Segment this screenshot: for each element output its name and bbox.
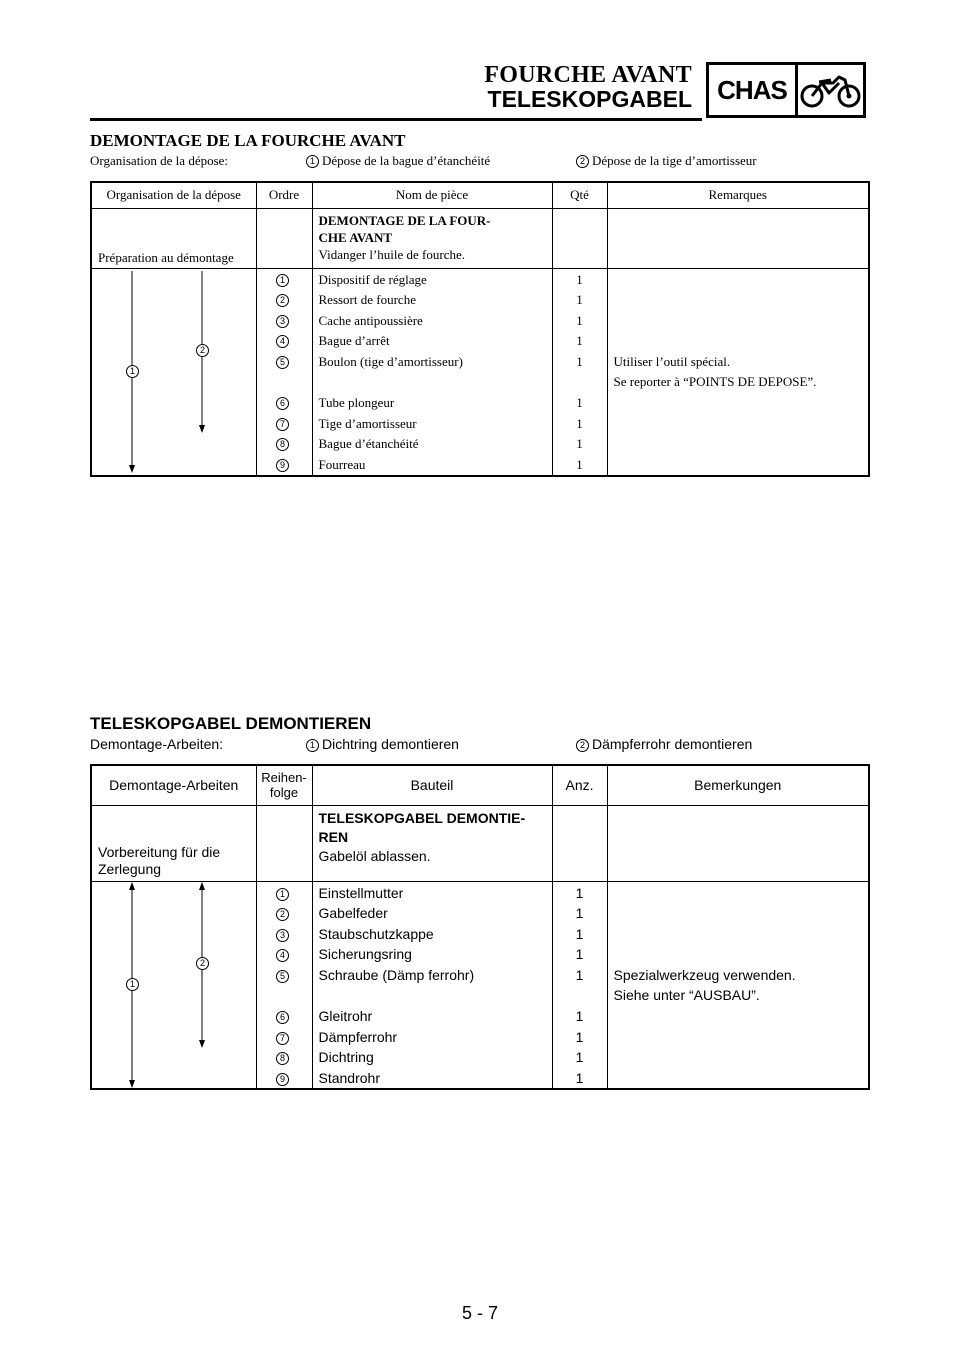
- circled-number-icon: 7: [276, 1032, 289, 1045]
- sequence-label-1: 1: [126, 365, 139, 378]
- prep-label: [91, 805, 256, 881]
- qty-value: 1: [575, 946, 584, 963]
- header-title-de: TELESKOPGABEL: [487, 86, 692, 112]
- subtitle-label-de: Demontage-Arbeiten:: [90, 736, 224, 752]
- part-name: Bague d’arrêt: [318, 333, 390, 349]
- qty-value: 1: [575, 1028, 584, 1045]
- part-name: Boulon (tige d’amortisseur): [318, 353, 463, 369]
- remark-line: Se reporter à “POINTS DE DEPOSE”.: [613, 374, 817, 390]
- remark-line: Utiliser l’outil spécial.: [613, 353, 731, 369]
- col-header: Anz.: [552, 765, 607, 805]
- prep-cell: [312, 805, 552, 881]
- part-name: Dispositif de réglage: [318, 271, 427, 287]
- col-header: Demontage-Arbeiten: [91, 765, 256, 805]
- part-name: Fourreau: [318, 456, 366, 472]
- motorcycle-icon: [798, 65, 863, 115]
- prep-heading-1: TELESKOPGABEL DEMONTIE-: [318, 809, 526, 826]
- circled-number-icon: 1: [276, 888, 289, 901]
- col-header: Bemerkungen: [607, 765, 869, 805]
- qty-value: 1: [576, 415, 583, 431]
- qty-value: 1: [576, 333, 583, 349]
- part-name: Ressort de fourche: [318, 292, 416, 308]
- qty-value: 1: [575, 925, 584, 942]
- prep-cell: [312, 208, 552, 268]
- sequence-label-2: 2: [196, 344, 209, 357]
- order-col: [256, 268, 312, 476]
- section-title-de: TELESKOPGABEL DEMONTIEREN: [90, 714, 372, 733]
- part-name: Cache antipoussière: [318, 312, 423, 328]
- subtitle-step-2-text: Dépose de la tige d’amortisseur: [592, 153, 757, 168]
- col-header: Nom de pièce: [312, 182, 552, 208]
- qty-value: 1: [576, 271, 583, 287]
- empty-cell: [256, 208, 312, 268]
- empty-cell: [256, 805, 312, 881]
- col-header: [256, 765, 312, 805]
- qty-col: [552, 268, 607, 476]
- subtitle-line-de: [90, 736, 868, 756]
- prep-heading-2: CHE AVANT: [318, 229, 393, 245]
- part-name: Bague d’étanchéité: [318, 436, 419, 452]
- part-col: [312, 268, 552, 476]
- circled-number-icon: 9: [276, 459, 289, 472]
- circled-number-icon: 6: [276, 1011, 289, 1024]
- sequence-label-1: 1: [126, 978, 139, 991]
- prep-item: Gabelöl ablassen.: [318, 847, 431, 864]
- qty-value: 1: [576, 292, 583, 308]
- qty-value: 1: [575, 1049, 584, 1066]
- part-name: Tige d’amortisseur: [318, 415, 417, 431]
- empty-cell: [607, 208, 869, 268]
- empty-cell: [552, 208, 607, 268]
- subtitle-step-2-fr: [576, 153, 757, 169]
- circled-number-icon: 2: [576, 155, 589, 168]
- part-name: Dämpferrohr: [318, 1028, 398, 1045]
- subtitle-line-fr: [90, 153, 868, 173]
- part-name: Einstellmutter: [318, 884, 404, 901]
- subtitle-label-fr: Organisation de la dépose:: [90, 153, 229, 168]
- circled-number-icon: 8: [276, 438, 289, 451]
- circled-number-icon: 4: [276, 949, 289, 962]
- col-header: Remarques: [607, 182, 869, 208]
- prep-label: Préparation au démontage: [91, 208, 256, 268]
- remark-line: Spezialwerkzeug verwenden.: [613, 966, 796, 983]
- subtitle-step-2-de: [576, 736, 752, 752]
- circled-number-icon: 4: [276, 335, 289, 348]
- qty-value: 1: [576, 312, 583, 328]
- subtitle-step-2-text: Dämpferrohr demontieren: [592, 736, 753, 752]
- qty-value: 1: [575, 966, 584, 983]
- empty-cell: [607, 805, 869, 881]
- header-rule: [90, 118, 702, 121]
- qty-value: 1: [576, 456, 583, 472]
- part-name: Staubschutzkappe: [318, 925, 434, 942]
- circled-number-icon: 8: [276, 1052, 289, 1065]
- header-title-fr: FOURCHE AVANT: [484, 62, 692, 88]
- qty-value: 1: [576, 395, 583, 411]
- qty-value: 1: [576, 436, 583, 452]
- subtitle-step-1-fr: [306, 153, 490, 169]
- remark-line: Siehe unter “AUSBAU”.: [613, 987, 760, 1004]
- circled-number-icon: 1: [306, 155, 319, 168]
- section-de: [90, 714, 868, 1086]
- part-name: Gleitrohr: [318, 1008, 373, 1025]
- circled-number-icon: 5: [276, 356, 289, 369]
- section-title-fr: DEMONTAGE DE LA FOURCHE AVANT: [90, 131, 406, 150]
- remarks-col: [607, 881, 869, 1089]
- sequence-label-2: 2: [196, 957, 209, 970]
- subtitle-step-1-text: Dichtring demontieren: [322, 736, 459, 752]
- part-name: Sicherungsring: [318, 946, 412, 963]
- chapter-badge: [706, 62, 866, 118]
- circled-number-icon: 3: [276, 315, 289, 328]
- circled-number-icon: 1: [276, 274, 289, 287]
- empty-cell: [552, 805, 607, 881]
- remarks-col: [607, 268, 869, 476]
- prep-heading-1: DEMONTAGE DE LA FOUR-: [318, 212, 491, 228]
- part-name: Gabelfeder: [318, 905, 388, 922]
- subtitle-step-1-de: [306, 736, 459, 752]
- col-header: Organisation de la dépose: [91, 182, 256, 208]
- page-number: 5 - 7: [461, 1303, 499, 1323]
- circled-number-icon: 1: [306, 739, 319, 752]
- qty-col: [552, 881, 607, 1089]
- qty-value: 1: [575, 1008, 584, 1025]
- col-header: Qté: [552, 182, 607, 208]
- part-name: Dichtring: [318, 1049, 374, 1066]
- qty-value: 1: [575, 905, 584, 922]
- section-fr: [90, 131, 868, 472]
- circled-number-icon: 2: [276, 908, 289, 921]
- prep-label-line: Vorbereitung für die: [98, 843, 221, 860]
- prep-heading-2: REN: [318, 828, 349, 845]
- col-header-line: Reihen-: [261, 770, 307, 786]
- order-col: [256, 881, 312, 1089]
- qty-value: 1: [576, 353, 583, 369]
- part-name: Standrohr: [318, 1069, 380, 1086]
- col-header: Bauteil: [312, 765, 552, 805]
- circled-number-icon: 5: [276, 970, 289, 983]
- circled-number-icon: 6: [276, 397, 289, 410]
- part-col: [312, 881, 552, 1089]
- part-name: Schraube (Dämp ferrohr): [318, 966, 475, 983]
- circled-number-icon: 2: [276, 294, 289, 307]
- subtitle-step-1-text: Dépose de la bague d’étanchéité: [322, 153, 491, 168]
- chapter-badge-label: CHAS: [709, 65, 798, 115]
- circled-number-icon: 2: [576, 739, 589, 752]
- col-header: Ordre: [256, 182, 312, 208]
- prep-label-line: Zerlegung: [98, 860, 162, 877]
- circled-number-icon: 7: [276, 418, 289, 431]
- prep-item: Vidanger l’huile de fourche.: [318, 246, 465, 262]
- circled-number-icon: 9: [276, 1073, 289, 1086]
- circled-number-icon: 3: [276, 929, 289, 942]
- col-header-line: folge: [269, 785, 299, 801]
- qty-value: 1: [575, 1069, 584, 1086]
- part-name: Tube plongeur: [318, 395, 395, 411]
- qty-value: 1: [575, 884, 584, 901]
